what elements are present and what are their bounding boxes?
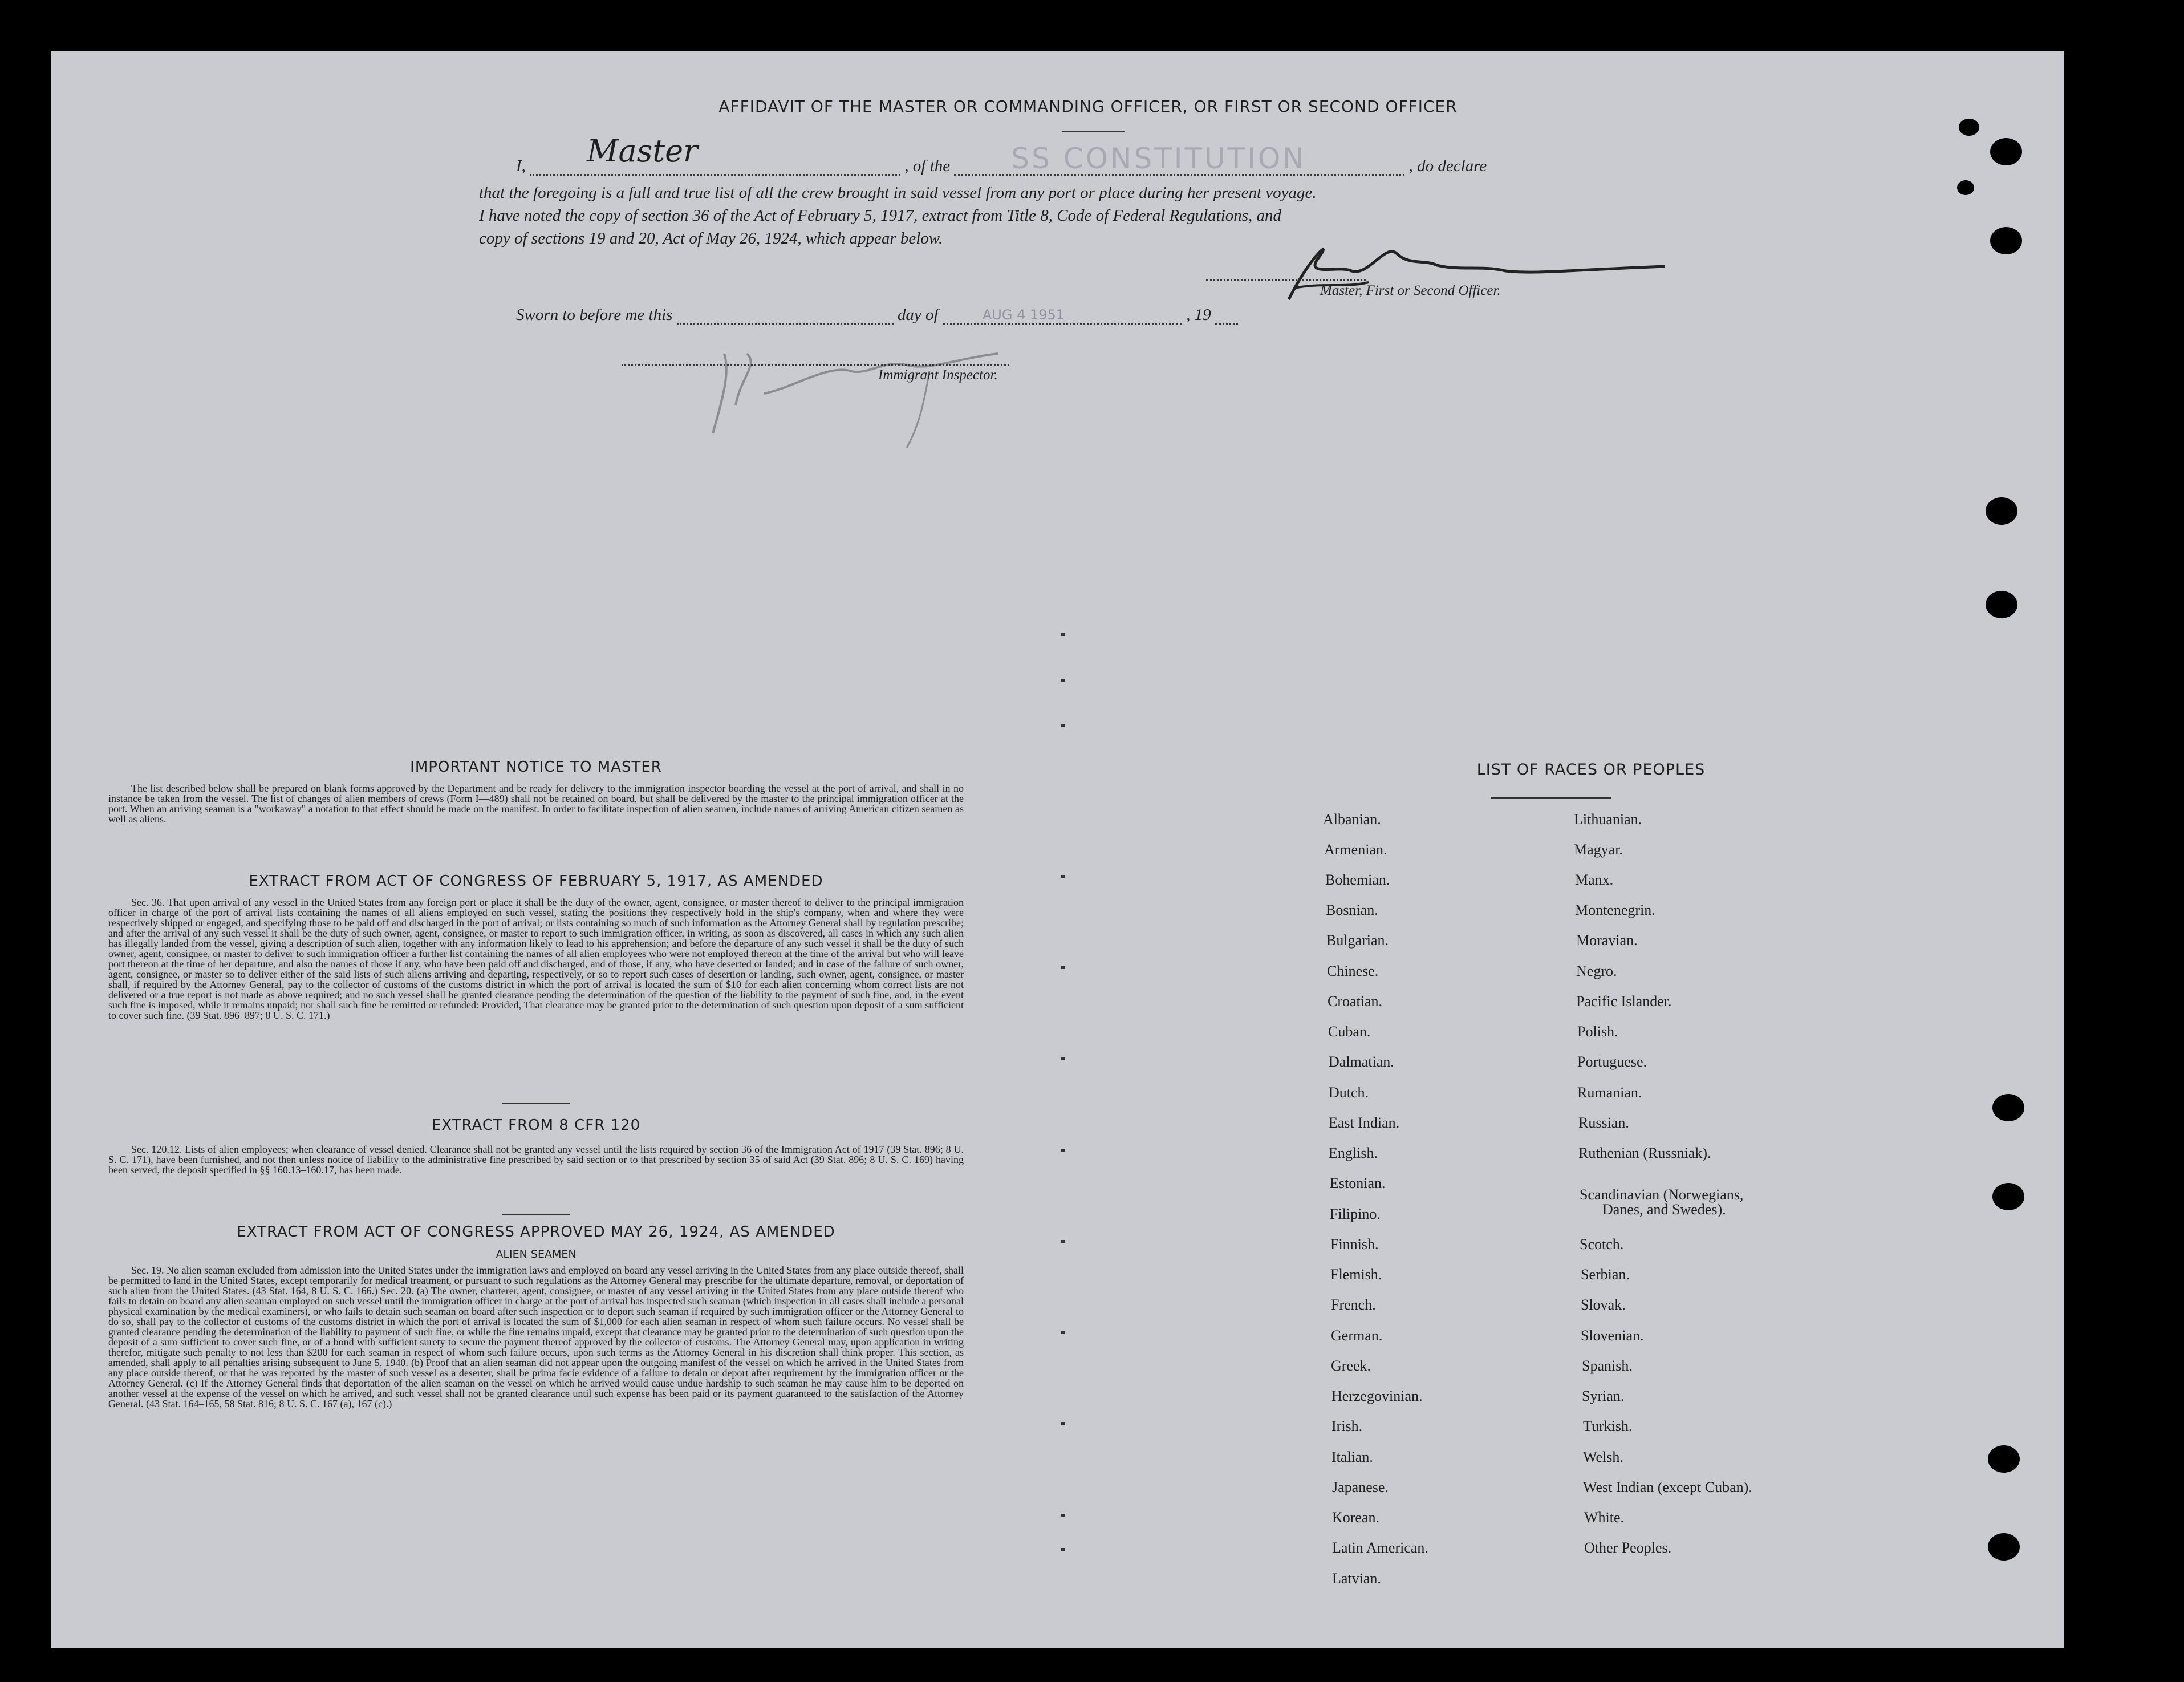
- race-item: Ruthenian (Russniak).: [1578, 1145, 1711, 1161]
- race-item: Manx.: [1575, 872, 1614, 888]
- race-item: Spanish.: [1582, 1357, 1633, 1374]
- inspector-signature-line: [622, 364, 1009, 366]
- binder-hole: [1988, 1445, 2020, 1473]
- race-item: Portuguese.: [1577, 1053, 1647, 1070]
- race-item: English.: [1329, 1145, 1378, 1161]
- declaration-line-4: copy of sections 19 and 20, Act of May 26, 1924, which appear below.: [479, 229, 943, 248]
- race-item: Slovenian.: [1581, 1327, 1644, 1344]
- officer-caption: Master, First or Second Officer.: [1320, 283, 1501, 298]
- races-title: LIST OF RACES OR PEOPLES: [1476, 761, 1706, 779]
- scan-speck: [1061, 633, 1065, 636]
- race-item: Dalmatian.: [1329, 1053, 1394, 1070]
- year-field: [1215, 307, 1238, 325]
- binder-hole: [1990, 138, 2022, 165]
- divider-1: [502, 1103, 570, 1104]
- declare-label: , do declare: [1408, 157, 1487, 175]
- inspector-signature: [679, 319, 1021, 451]
- extract-1917-title: EXTRACT FROM ACT OF CONGRESS OF FEBRUARY 5, 1917, AS AMENDED: [249, 873, 823, 890]
- extract-1924-text: Sec. 19. No alien seaman excluded from admission into the United States under the immigration laws and employed on board any vessel arriving in the United States from any place outside thereof, shall be permitted to land in the United States, except temporarily for medical treatment, or pursuant to such regulations as the Attorney General may prescribe for the ultimate departure, removal, or deportation of such alien from the United States. (43 Stat. 164, 8 U. S. C. 166.) Sec. 20. (a) The owner, charterer, agent, consignee, or master of any vessel arriving in the United States from any place outside thereof who fails to detain on board any alien seaman employed on such vessel until the immigration officer in charge at the port of arrival has inspected such seaman (which inspection in all cases shall include a personal physical examination by the medical examiners), or who fails to detain such seaman on board after such inspection or to deport such seaman if required by such immigration officer or the Attorney General to do so, shall pay to the collector of customs of the customs district in which the port of arrival is located the sum of $1,000 for each alien seaman in respect of whom such failure occurs. No vessel shall be granted clearance pending the determination of the liability to payment of such fine, or while the fine remains unpaid, except that clearance may be granted prior to the determination of such question upon the deposit of a sum sufficient to cover such fine, or of a bond with sufficient surety to secure the payment thereof approved by the collector of customs. The Attorney General may, upon application in writing therefor, mitigate such penalty to not less than $200 for each seaman in respect of whom such failure occurs, upon such terms as the Attorney General in his discretion shall think proper. This section, as amended, shall apply to all penalties arising subsequent to June 5, 1940. (b) Proof that an alien seaman did not appear upon the outgoing manifest of the vessel on which he arrived in the United States from any place outside thereof, or that he was reported by the master of such vessel as a deserter, shall be prima facie evidence of a failure to detain or deport after requirement by the immigration officer or the Attorney General. (c) If the Attorney General finds that deportation of the alien seaman on the vessel on which he arrived would cause undue hardship to such seaman he may cause him to be deported on another vessel at the expense of the vessel on which he arrived, and such vessel shall not be granted clearance until such expense has been paid or its payment guaranteed to the satisfaction of the Attorney General. (43 Stat. 164–165, 58 Stat. 816; 8 U. S. C. 167 (a), 167 (c).): [108, 1264, 964, 1409]
- extract-cfr-text: Sec. 120.12. Lists of alien employees; when clearance of vessel denied. Clearance shall not be granted any vessel until the lists required by section 36 of the Immigration Act of 1917 (39 Stat. 896; 8 U. S. C. 171), have been furnished, and not then unless notice of liability to the administrative fine prescribed by said section or to that prescribed by section 35 of said Act (39 Stat. 896; 8 U. S. C. 169) having been served, the deposit specified in §§ 160.13–160.17, has been made.: [108, 1144, 964, 1176]
- inspector-caption: Immigrant Inspector.: [878, 367, 998, 383]
- races-title-rule: [1491, 797, 1611, 799]
- scan-speck: [1061, 1149, 1065, 1152]
- officer-signature-line: [1206, 279, 1366, 281]
- race-item: Polish.: [1577, 1023, 1618, 1040]
- race-item: Chinese.: [1327, 963, 1379, 979]
- declaration-line-3: I have noted the copy of section 36 of the Act of February 5, 1917, extract from Title 8, Code of Federal Regulations, and: [479, 206, 1282, 225]
- race-item: Other Peoples.: [1584, 1539, 1672, 1556]
- binder-hole: [1990, 227, 2022, 254]
- vessel-stamp: SS CONSTITUTION: [1011, 142, 1306, 175]
- race-item: Greek.: [1331, 1357, 1371, 1374]
- declaration-line: [516, 133, 1487, 176]
- i-label: I,: [516, 157, 526, 175]
- top-rule: [1062, 131, 1125, 132]
- divider-2: [502, 1214, 570, 1215]
- race-item: German.: [1331, 1327, 1383, 1344]
- scan-speck: [1061, 966, 1065, 969]
- race-item: Welsh.: [1583, 1449, 1623, 1465]
- year-label: , 19: [1186, 306, 1211, 324]
- race-item: Serbian.: [1581, 1266, 1630, 1283]
- extract-cfr-title: EXTRACT FROM 8 CFR 120: [431, 1117, 641, 1134]
- scan-speck: [1061, 1422, 1065, 1425]
- race-item: Russian.: [1578, 1114, 1629, 1131]
- sworn-label: Sworn to before me this: [516, 306, 673, 324]
- race-item: Scotch.: [1580, 1236, 1624, 1253]
- handwritten-name: Master: [587, 133, 698, 169]
- binder-hole: [1992, 1094, 2024, 1121]
- race-item: Cuban.: [1328, 1023, 1371, 1040]
- vessel-field: [954, 142, 1404, 176]
- race-item: Turkish.: [1583, 1418, 1633, 1434]
- document-page: [51, 51, 2064, 1648]
- of-the-label: , of the: [904, 157, 951, 175]
- ink-blot: [1959, 119, 1979, 136]
- race-item: Croatian.: [1328, 993, 1383, 1010]
- scan-speck: [1061, 1240, 1065, 1243]
- race-item: Danes, and Swedes).: [1602, 1201, 1726, 1218]
- race-item: Syrian.: [1582, 1388, 1625, 1404]
- race-item: Korean.: [1332, 1509, 1380, 1526]
- race-item: Rumanian.: [1577, 1084, 1642, 1101]
- race-item: Scandinavian (Norwegians,: [1580, 1186, 1744, 1203]
- binder-hole: [1992, 1183, 2024, 1210]
- race-item: Montenegrin.: [1575, 902, 1655, 918]
- scan-speck: [1061, 1548, 1065, 1551]
- scan-speck: [1061, 724, 1065, 727]
- race-item: Albanian.: [1323, 811, 1381, 828]
- name-field: [530, 133, 900, 176]
- race-item: Latvian.: [1332, 1570, 1381, 1587]
- race-item: Pacific Islander.: [1576, 993, 1672, 1010]
- race-item: Estonian.: [1330, 1175, 1386, 1191]
- race-item: French.: [1331, 1296, 1376, 1313]
- race-item: Japanese.: [1332, 1479, 1389, 1495]
- race-item: Bulgarian.: [1326, 932, 1389, 949]
- race-item: Negro.: [1576, 963, 1617, 979]
- race-item: Moravian.: [1576, 932, 1638, 949]
- binder-hole: [1988, 1533, 2020, 1561]
- binder-hole: [1986, 591, 2017, 618]
- officer-signature: [1277, 231, 1676, 311]
- scan-speck: [1061, 679, 1065, 682]
- scan-speck: [1061, 1331, 1065, 1334]
- race-item: Magyar.: [1574, 841, 1623, 858]
- scan-speck: [1061, 1057, 1065, 1060]
- extract-1917-text: Sec. 36. That upon arrival of any vessel in the United States from any foreign port or place it shall be the duty of the owner, agent, consignee, or master thereof to deliver to the principal immigration officer in charge of the port of arrival lists containing the names of all aliens employed on such vessel, stating the positions they respectively hold in the ship's company, when and where they were respectively shipped or engaged, and specifying those to be paid off and discharged in the port of arrival; or lists containing so much of such information as the Attorney General shall by regulation prescribe; and after the arrival of any such vessel it shall be the duty of such owner, agent, consignee, or master to report to such immigration officer, in writing, as soon as discovered, all cases in which any such alien has illegally landed from the vessel, giving a description of such alien, together with any information likely to lead to his apprehension; and before the departure of any such vessel it shall be the duty of such owner, agent, consignee, or master to deliver to such immigration officer a further list containing the names of all alien employees who were not employed thereon at the time of the arrival but who will leave port thereon at the time of her departure, and also the names of those if any, who have been paid off and discharged, and of those, if any, who have deserted or landed; and in case of the failure of such owner, agent, consignee, or master so to deliver either of the said lists of such aliens arriving and departing, respectively, or so to report such cases of desertion or landing, such owner, agent, consignee, or master shall, if required by the Attorney General, pay to the collector of customs of the customs district in which the port of arrival is located the sum of $10 for each alien concerning whom correct lists are not delivered or a true report is not made as above required; and no such vessel shall be granted clearance pending the determination of the question of the liability to the payment of such fine, and, in the event such fine is imposed, while it remains unpaid; nor shall such fine be remitted or refunded: Provided, That clearance may be granted prior to the determination of such question upon deposit of a sum sufficient to cover such fine. (39 Stat. 896–897; 8 U. S. C. 171.): [108, 897, 964, 1021]
- affidavit-title: AFFIDAVIT OF THE MASTER OR COMMANDING OFFICER, OR FIRST OR SECOND OFFICER: [718, 97, 1458, 116]
- day-of-label: day of: [897, 306, 939, 324]
- extract-1924-title: EXTRACT FROM ACT OF CONGRESS APPROVED MAY 26, 1924, AS AMENDED: [237, 1223, 835, 1241]
- race-item: Dutch.: [1329, 1084, 1369, 1101]
- declaration-line-2: that the foregoing is a full and true list of all the crew brought in said vessel from any port or place during her present voyage.: [479, 184, 1317, 202]
- race-item: Filipino.: [1330, 1206, 1381, 1222]
- race-item: East Indian.: [1329, 1114, 1400, 1131]
- notice-title: IMPORTANT NOTICE TO MASTER: [410, 759, 662, 776]
- race-item: Bohemian.: [1325, 872, 1390, 888]
- race-item: White.: [1584, 1509, 1625, 1526]
- binder-hole: [1986, 497, 2017, 525]
- race-item: Slovak.: [1581, 1296, 1626, 1313]
- race-item: Herzegovinian.: [1331, 1388, 1423, 1404]
- race-item: Irish.: [1331, 1418, 1363, 1434]
- date-stamp: AUG 4 1951: [982, 307, 1065, 323]
- race-item: Armenian.: [1324, 841, 1387, 858]
- race-item: West Indian (except Cuban).: [1583, 1479, 1752, 1495]
- extract-1924-subtitle: ALIEN SEAMEN: [496, 1248, 577, 1261]
- race-item: Latin American.: [1332, 1539, 1428, 1556]
- scan-speck: [1061, 875, 1065, 878]
- race-item: Flemish.: [1330, 1266, 1382, 1283]
- scan-speck: [1061, 1514, 1065, 1517]
- race-item: Lithuanian.: [1574, 811, 1642, 828]
- notice-text: The list described below shall be prepared on blank forms approved by the Department and be ready for delivery to the immigration inspector boarding the vessel at the port of arrival, and shall in no instance be taken from the vessel. The list of changes of alien members of crews (Form I—489) shall not be retained on board, but shall be delivered by the master to the principal immigration officer at the port. When an arriving seaman is a "workaway" a notation to that effect should be made on the manifest. In order to facilitate inspection of alien seamen, include names of arriving American citizen seamen as well as aliens.: [108, 783, 964, 825]
- race-item: Finnish.: [1330, 1236, 1379, 1253]
- race-item: Italian.: [1331, 1449, 1373, 1465]
- ink-blot: [1957, 180, 1974, 195]
- race-item: Bosnian.: [1326, 902, 1378, 918]
